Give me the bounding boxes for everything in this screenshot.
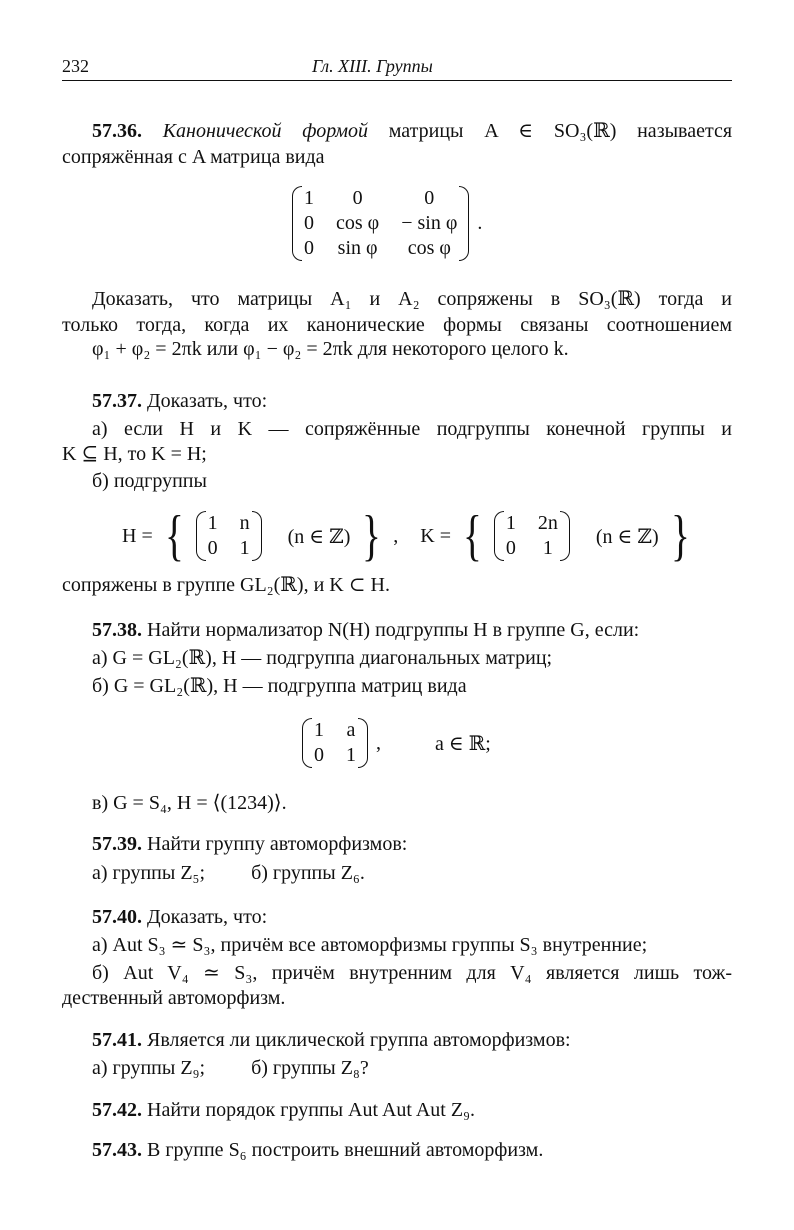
text-line: K ⊆ H, то K = H;	[62, 443, 207, 465]
problem-57-36-line1	[92, 118, 732, 144]
problem-number: 57.42.	[92, 1099, 142, 1121]
text: Найти порядок группы Aut Aut Aut Z₉.	[147, 1099, 476, 1121]
label: K =	[420, 524, 451, 547]
matrix-cell: 0	[304, 212, 314, 234]
text-line: б) Aut V₄ ≃ S₃, причём внутренним для V₄ является лишь тож-	[92, 962, 732, 984]
matrix-display	[302, 718, 491, 768]
option-a: а) группы Z₉;	[92, 1057, 206, 1079]
problem-57-37	[92, 388, 732, 414]
option-a: а) группы Z₅;	[92, 862, 206, 884]
text-line: б) подгруппы	[92, 470, 207, 492]
condition: a ∈ ℝ;	[435, 732, 491, 755]
text: Найти группу автоморфизмов:	[147, 833, 408, 855]
defined-term: Канонической формой	[162, 120, 368, 142]
problem-57-40	[92, 904, 732, 930]
canonical-matrix	[292, 186, 482, 261]
problem-number: 57.38.	[92, 619, 142, 641]
matrix-cell: 0	[304, 237, 314, 259]
matrix-cell: 2n	[537, 512, 558, 534]
text: Найти нормализатор N(H) подгруппы H в группе G, если:	[147, 619, 640, 641]
matrix-cell: 1	[346, 744, 356, 766]
problem-number: 57.41.	[92, 1029, 142, 1051]
matrix-cell: cos φ	[407, 237, 451, 259]
condition: (n ∈ ℤ)	[287, 525, 351, 548]
matrix-cell: 1	[207, 512, 218, 534]
punct: ,	[393, 524, 399, 547]
option-b: б) группы Z₈?	[251, 1057, 369, 1079]
text-line: а) если H и K — сопряжённые подгруппы конечной группы и	[92, 418, 732, 440]
matrix-cell: 0	[424, 187, 435, 209]
page-number: 232	[62, 56, 89, 76]
matrix-cell: cos φ	[336, 212, 380, 234]
problem-number: 57.36.	[92, 120, 142, 142]
punct: ,	[376, 731, 381, 754]
text: В группе S₆ построить внешний автоморфизм.	[147, 1139, 544, 1161]
problem-number: 57.43.	[92, 1139, 142, 1161]
option-b: б) группы Z₆.	[251, 862, 365, 884]
text-line	[92, 1055, 732, 1081]
problem-57-38	[92, 617, 732, 643]
matrix-cell: 1	[304, 187, 314, 209]
matrix-cell: 1	[505, 512, 516, 534]
text-line: в) G = S₄, H = ⟨(1234)⟩.	[92, 792, 287, 814]
matrix-cell: − sin φ	[401, 212, 458, 234]
matrix-cell: 0	[207, 537, 218, 559]
text-line: а) G = GL₂(ℝ), H — подгруппа диагональных матриц;	[92, 647, 553, 669]
text: Является ли циклической группа автоморфизмов:	[147, 1029, 571, 1051]
matrix-cell: sin φ	[337, 237, 378, 259]
matrix-cell: 0	[352, 187, 363, 209]
matrix-cell: 1	[542, 537, 553, 559]
problem-number: 57.40.	[92, 906, 142, 928]
text: Доказать, что:	[147, 390, 268, 412]
text-line: дественный автоморфизм.	[62, 987, 286, 1009]
text-line: φ₁ + φ₂ = 2πk или φ₁ − φ₂ = 2πk для некоторого целого k.	[92, 338, 569, 360]
text-line	[92, 860, 732, 886]
problem-number: 57.39.	[92, 833, 142, 855]
subgroups-display: H = { 1 n 0 1 (n ∈ ℤ) } , K = { 1 2n 0 1 (n ∈ ℤ) }	[122, 505, 690, 567]
matrix-cell: 0	[314, 744, 324, 766]
text-line: б) G = GL₂(ℝ), H — подгруппа матриц вида	[92, 675, 467, 697]
header-rule	[62, 80, 732, 81]
text-line: сопряжены в группе GL₂(ℝ), и K ⊂ H.	[62, 574, 390, 596]
text: Доказать, что:	[147, 906, 268, 928]
matrix-cell: 1	[239, 537, 250, 559]
matrix-cell: 0	[505, 537, 516, 559]
label: H =	[122, 524, 153, 547]
problem-57-41	[92, 1027, 732, 1053]
matrix-cell: 1	[314, 719, 324, 741]
text-line: только тогда, когда их канонические формы связаны соотношением	[62, 314, 732, 336]
running-title: Гл. XIII. Группы	[312, 56, 433, 76]
problem-number: 57.37.	[92, 390, 142, 412]
condition: (n ∈ ℤ)	[595, 525, 659, 548]
problem-57-42	[92, 1097, 732, 1123]
text-line: сопряжённая с A матрица вида	[62, 146, 325, 168]
matrix-cell: n	[239, 512, 250, 534]
text-line: а) Aut S₃ ≃ S₃, причём все автоморфизмы группы S₃ внутренние;	[92, 934, 648, 956]
problem-57-43	[92, 1137, 732, 1163]
punct: .	[477, 212, 483, 234]
problem-57-39	[92, 831, 732, 857]
text-line: Доказать, что матрицы A₁ и A₂ сопряжены в SO₃(ℝ) тогда и	[92, 288, 732, 310]
matrix-cell: a	[346, 719, 356, 741]
text: матрицы A ∈ SO₃(ℝ) называется	[388, 120, 733, 142]
